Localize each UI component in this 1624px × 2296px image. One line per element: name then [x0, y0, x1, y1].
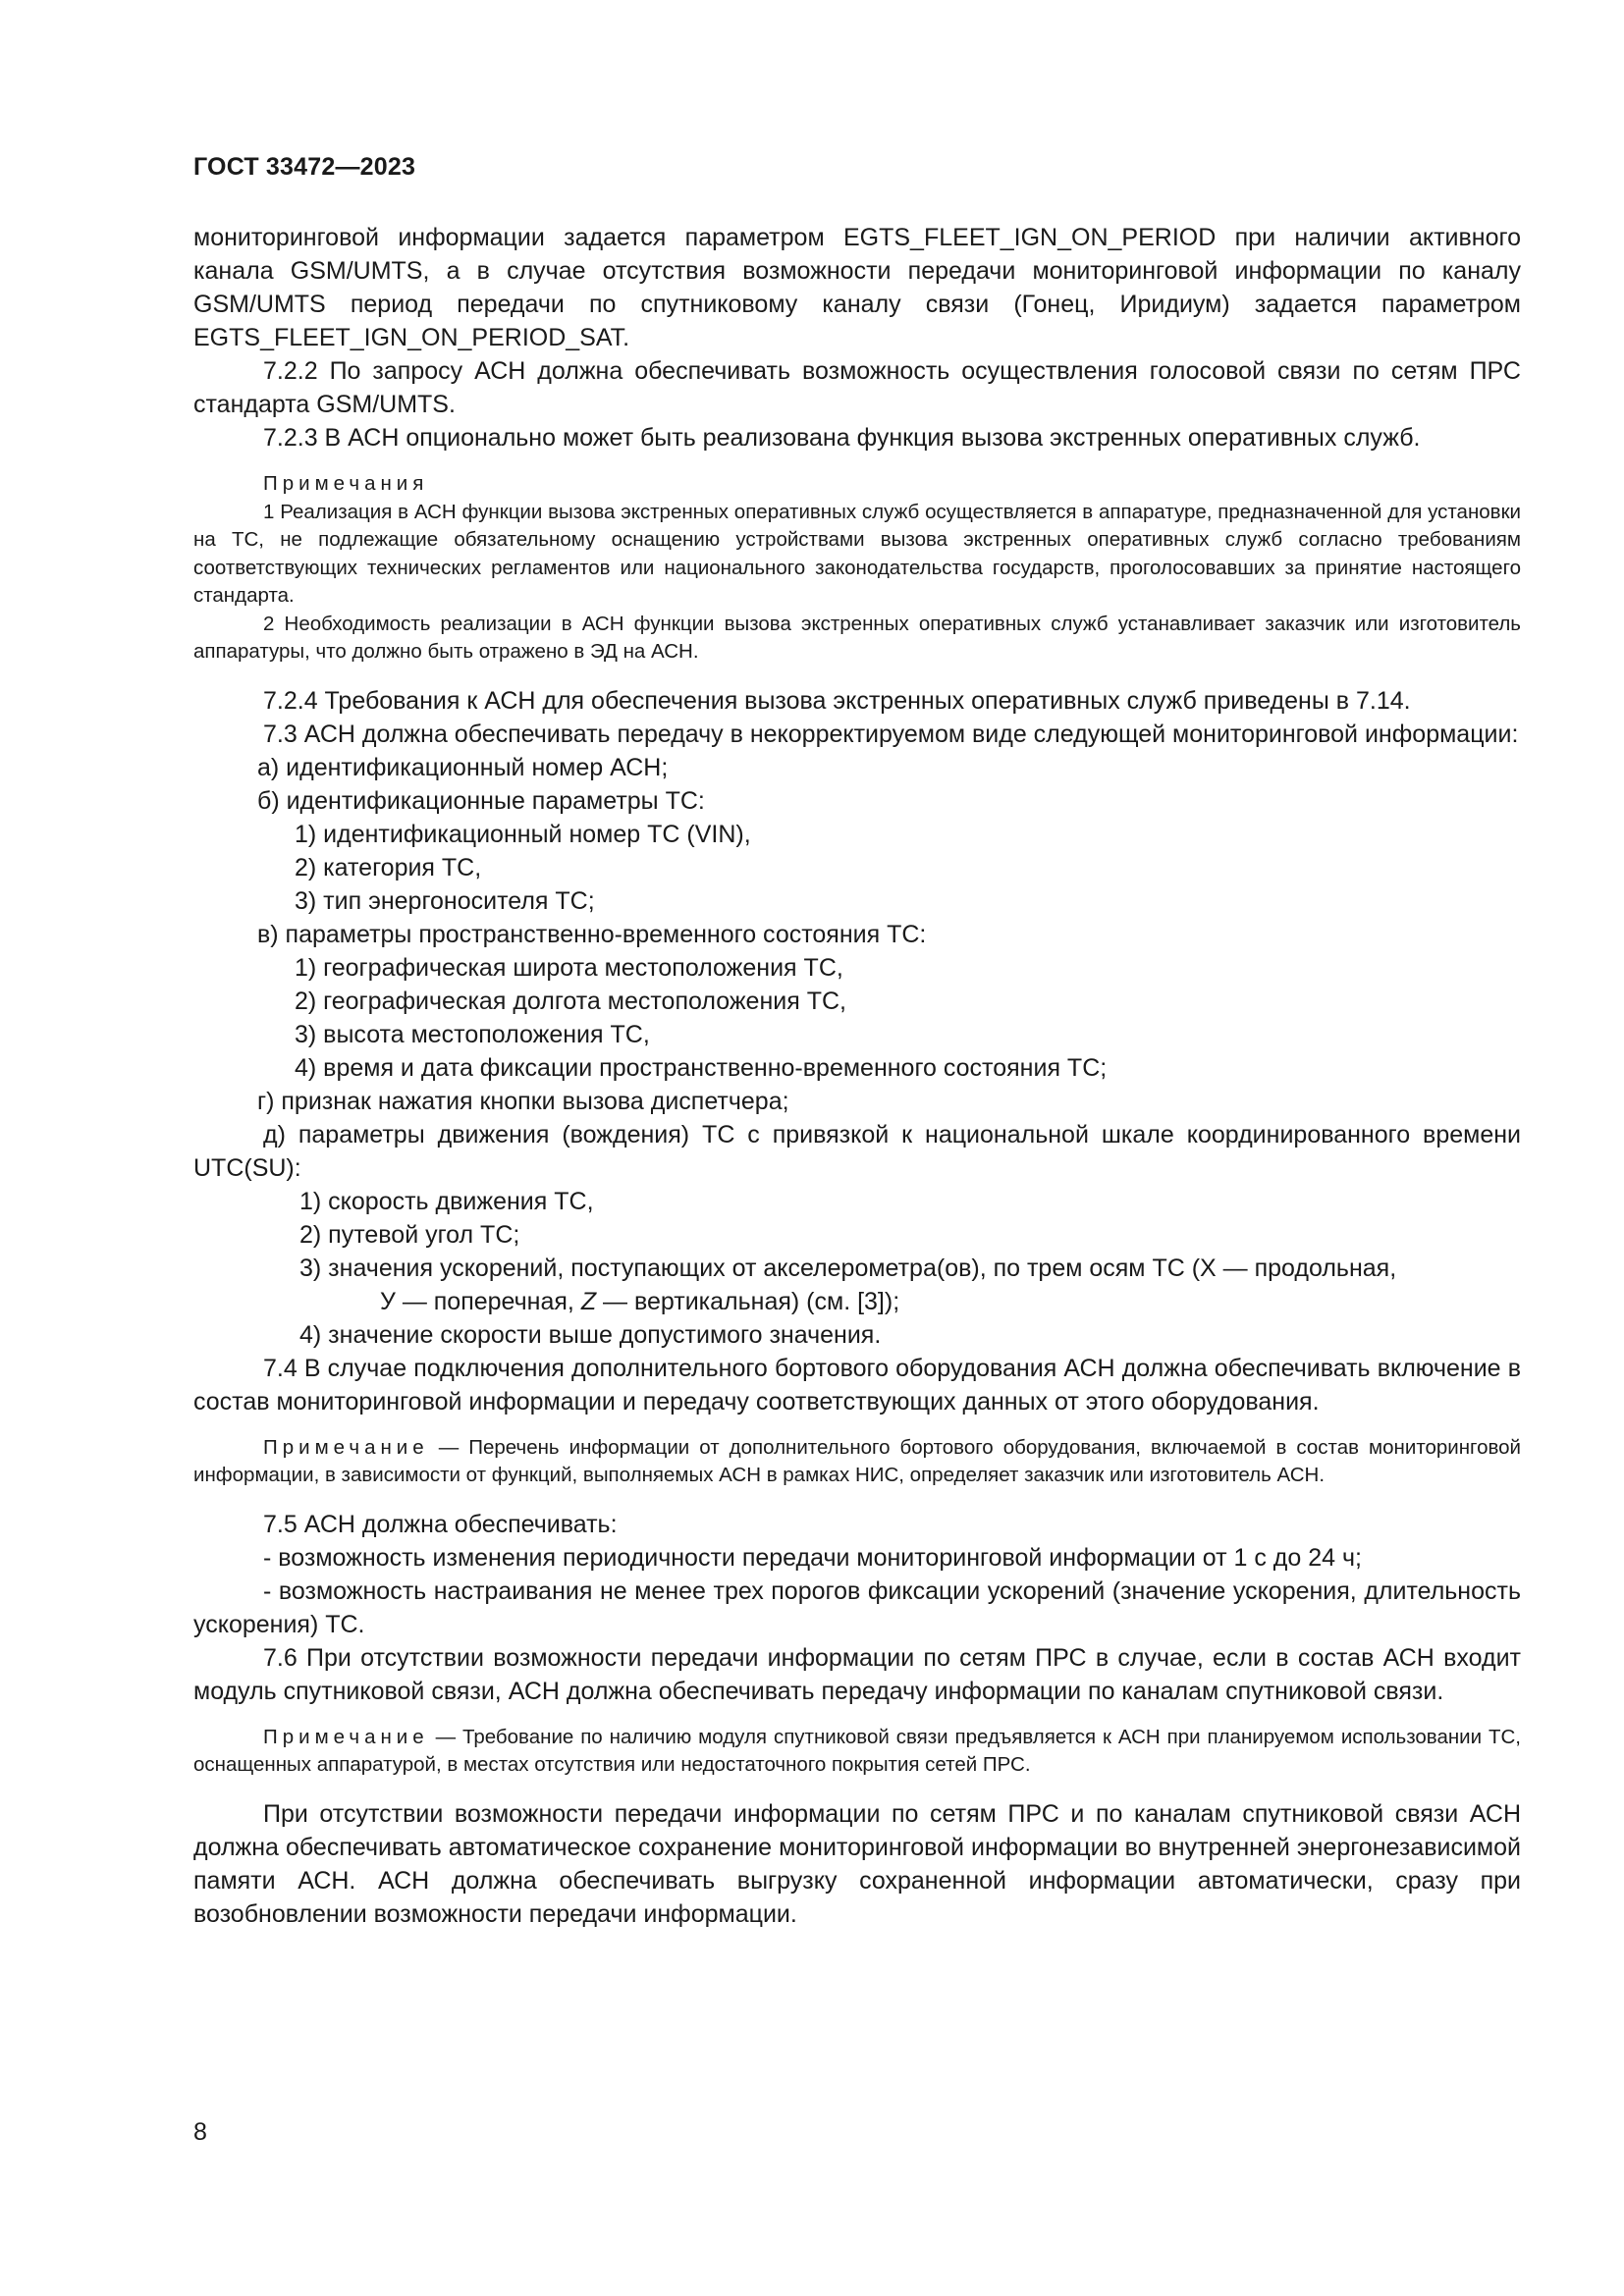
paragraph-7-2-2: 7.2.2 По запросу АСН должна обеспечивать возможность осуществления голосовой связи по сетям ПРС стандарта GSM/UMTS.	[193, 357, 1521, 418]
list-item-d4: 4) значение скорости выше допустимого значения.	[299, 1320, 882, 1349]
list-item-d3-line2	[193, 1285, 1521, 1318]
paragraph-7-5-b: - возможность настраивания не менее трех порогов фиксации ускорений (значение ускорения, длительность ускорения) ТС.	[193, 1576, 1521, 1638]
page-number: 8	[193, 2118, 207, 2146]
d3-axis-z: Z	[580, 1287, 597, 1315]
list-item-d2: 2) путевой угол ТС;	[299, 1220, 520, 1249]
paragraph-7-2-3: 7.2.3 В АСН опционально может быть реализована функция вызова экстренных оперативных служб.	[263, 424, 1421, 452]
note-1: 1 Реализация в АСН функции вызова экстренных оперативных служб осуществляется в аппаратуре, предназначенной для установки на ТС, не подлежащие обязательному оснащению устройствами вызова экстренных оперативных служб согласно требованиям соответствующих технических регламентов или национального законодательства государств, проголосовавших за принятие настоящего стандарта.	[193, 500, 1521, 607]
list-item-d3-line1: 3) значения ускорений, поступающих от акселерометра(ов), по трем осям ТС (X — продольная,	[299, 1254, 1397, 1282]
note-7-4	[193, 1434, 1521, 1490]
note-7-6-text: — Требование по наличию модуля спутниковой связи предъявляется к АСН при планируемом использовании ТС, оснащенных аппаратурой, в местах отсутствия или недостаточного покрытия сетей ПРС.	[193, 1725, 1521, 1776]
list-item-b1: 1) идентификационный номер ТС (VIN),	[295, 820, 751, 848]
list-item-d: д) параметры движения (вождения) ТС с привязкой к национальной шкале координированного времени UTC(SU):	[193, 1120, 1521, 1182]
list-item-g: г) признак нажатия кнопки вызова диспетчера;	[257, 1087, 789, 1115]
paragraph-7-5-a: - возможность изменения периодичности передачи мониторинговой информации от 1 с до 24 ч;	[263, 1543, 1362, 1572]
list-item-b2: 2) категория ТС,	[295, 853, 482, 881]
page-body	[193, 221, 1521, 1931]
list-item-v4: 4) время и дата фиксации пространственно-временного состояния ТС;	[295, 1053, 1108, 1082]
d3-line2-post: — вертикальная) (см. [3]);	[596, 1287, 900, 1315]
notes-title: Примечания	[263, 472, 429, 495]
list-item-a: а) идентификационный номер АСН;	[257, 753, 669, 781]
list-item-d1: 1) скорость движения ТС,	[299, 1187, 594, 1215]
note-7-4-text: — Перечень информации от дополнительного бортового оборудования, включаемой в состав мониторинговой информации, в зависимости от функций, выполняемых АСН в рамках НИС, определяет заказчик или изготовитель АСН.	[193, 1435, 1521, 1486]
page-header-standard: ГОСТ 33472—2023	[193, 153, 416, 181]
paragraph-7-5: 7.5 АСН должна обеспечивать:	[263, 1510, 618, 1538]
list-item-b: б) идентификационные параметры ТС:	[257, 786, 705, 815]
note-7-6	[193, 1724, 1521, 1780]
paragraph-7-3: 7.3 АСН должна обеспечивать передачу в некорректируемом виде следующей мониторинговой информации:	[263, 720, 1519, 748]
d3-line2-pre: У — поперечная,	[380, 1287, 581, 1315]
note-7-4-label: Примечание	[263, 1435, 429, 1459]
list-item-b3: 3) тип энергоносителя ТС;	[295, 886, 595, 915]
list-item-v: в) параметры пространственно-временного состояния ТС:	[257, 920, 927, 948]
paragraph-continuation: мониторинговой информации задается параметром EGTS_FLEET_IGN_ON_PERIOD при наличии активного канала GSM/UMTS, а в случае отсутствия возможности передачи мониторинговой информации по каналу GSM/UMTS период передачи по спутниковому каналу связи (Гонец, Иридиум) задается параметром EGTS_FLEET_IGN_ON_PERIOD_SAT.	[193, 224, 1521, 351]
note-7-6-label: Примечание	[263, 1725, 429, 1748]
paragraph-7-4: 7.4 В случае подключения дополнительного бортового оборудования АСН должна обеспечивать включение в состав мониторинговой информации и передачу соответствующих данных от этого оборудования.	[193, 1354, 1521, 1415]
paragraph-7-6: 7.6 При отсутствии возможности передачи информации по сетям ПРС в случае, если в состав АСН входит модуль спутниковой связи, АСН должна обеспечивать передачу информации по каналам спутниковой связи.	[193, 1643, 1521, 1705]
paragraph-final: При отсутствии возможности передачи информации по сетям ПРС и по каналам спутниковой связи АСН должна обеспечивать автоматическое сохранение мониторинговой информации во внутренней энергонезависимой памяти АСН. АСН должна обеспечивать выгрузку сохраненной информации автоматически, сразу при возобновлении возможности передачи информации.	[193, 1799, 1521, 1928]
note-2: 2 Необходимость реализации в АСН функции вызова экстренных оперативных служб устанавливает заказчик или изготовитель аппаратуры, что должно быть отражено в ЭД на АСН.	[193, 612, 1521, 663]
list-item-v2: 2) географическая долгота местоположения ТС,	[295, 987, 846, 1015]
paragraph-7-2-4: 7.2.4 Требования к АСН для обеспечения вызова экстренных оперативных служб приведены в 7.14.	[263, 686, 1411, 715]
list-item-v1: 1) географическая широта местоположения ТС,	[295, 953, 843, 982]
list-item-v3: 3) высота местоположения ТС,	[295, 1020, 650, 1048]
